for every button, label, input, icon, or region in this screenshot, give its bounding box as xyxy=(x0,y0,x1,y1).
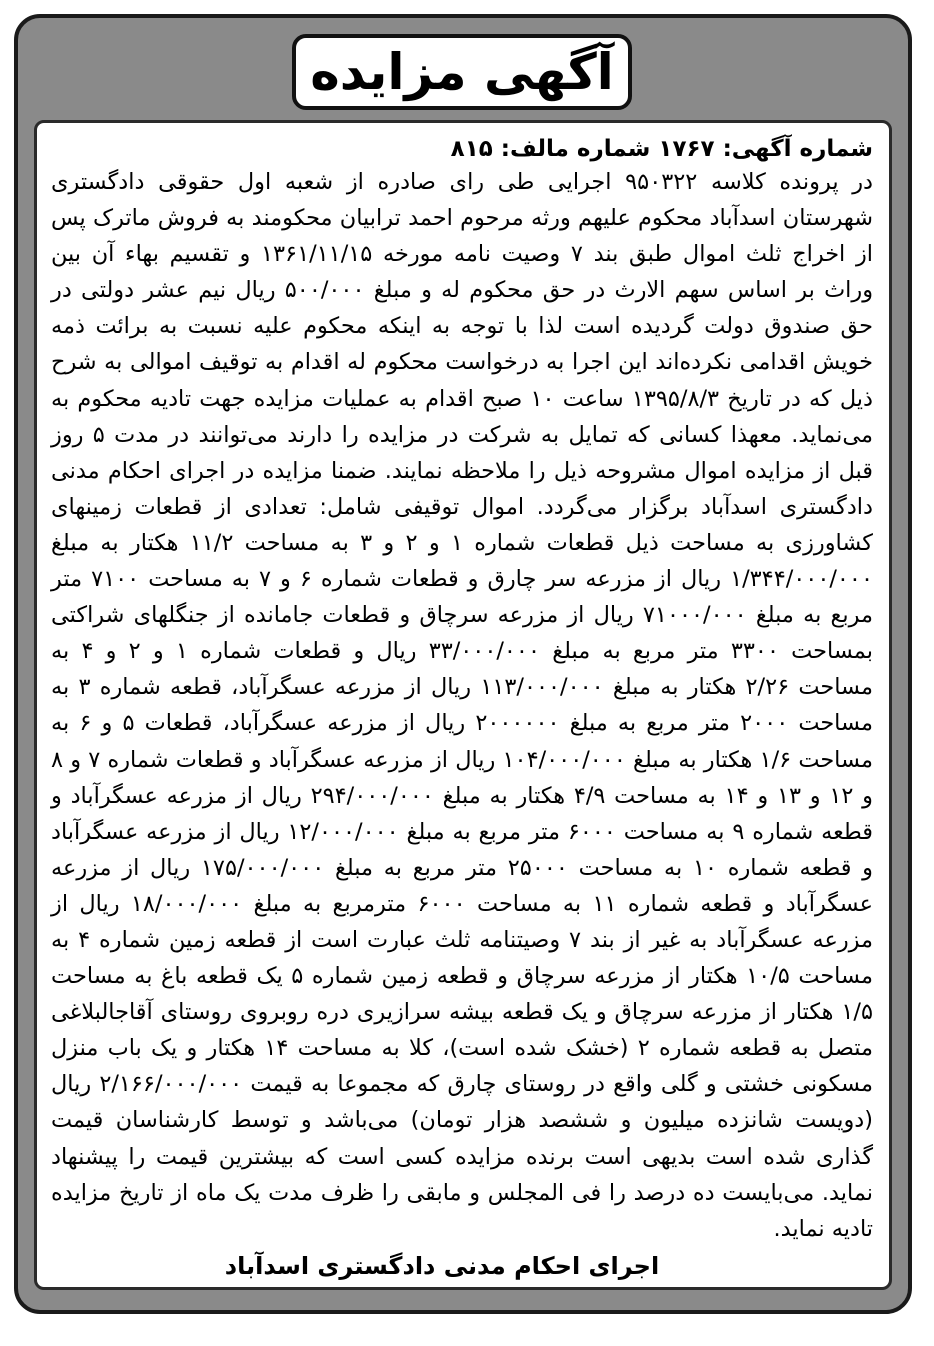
notice-signature: اجرای احکام مدنی دادگستری اسدآباد xyxy=(224,1251,660,1280)
notice-number: شماره آگهی: ۱۷۶۷ شماره مالف: ۸۱۵ xyxy=(450,136,873,162)
notice-content xyxy=(34,120,892,1290)
notice-title: آگهی مزایده xyxy=(310,43,614,101)
notice-frame xyxy=(14,14,912,1314)
title-box xyxy=(292,34,632,110)
notice-body: در پرونده کلاسه ۹۵۰۳۲۲ اجرایی طی رای صادره از شعبه اول حقوقی دادگستری شهرستان اسدآباد محکوم علیهم ورثه مرحوم احمد ترابیان محکومند به فروش ماترک پس از اخراج ثلث اموال طبق بند ۷ وصیت نامه مورخه ۱۳۶۱/۱۱/۱۵ و تقسیم بهاء آن بین وراث بر اساس سهم الارث در حق محکوم له و مبلغ ۵۰۰/۰۰۰ ریال نیم عشر دولتی در حق صندوق دولت گردیده است لذا با توجه به اینکه محکوم علیه نسبت به برائت ذمه خویش اقدامی نکرده‌اند این اجرا به درخواست محکوم له اقدام به توقیف اموالی به شرح ذیل که در تاریخ ۱۳۹۵/۸/۳ ساعت ۱۰ صبح اقدام به عملیات مزایده جهت تادیه محکوم به می‌نماید. معهذا کسانی که تمایل به شرکت در مزایده را دارند می‌توانند در مدت ۵ روز قبل از مزایده اموال مشروحه ذیل را ملاحظه نمایند. ضمنا مزایده در اجرای احکام مدنی دادگستری اسدآباد برگزار می‌گردد. اموال توقیفی شامل: تعدادی از قطعات زمینهای کشاورزی به مساحت ذیل قطعات شماره ۱ و ۲ و ۳ به مساحت ۱۱/۲ هکتار به مبلغ ۱/۳۴۴/۰۰۰/۰۰۰ ریال از مزرعه سر چارق و قطعات شماره ۶ و ۷ به مساحت ۷۱۰۰ متر مربع به مبلغ ۷۱۰۰۰/۰۰۰ ریال از مزرعه سرچاق و قطعات جامانده از جنگلهای شراکتی بمساحت ۳۳۰۰ متر مربع به مبلغ ۳۳/۰۰۰/۰۰۰ ریال و قطعات شماره ۱ و ۲ و ۴ به مساحت ۲/۲۶ هکتار به مبلغ ۱۱۳/۰۰۰/۰۰۰ ریال از مزرعه عسگرآباد، قطعه شماره ۳ به مساحت ۲۰۰۰ متر مربع به مبلغ ۲۰۰۰۰۰۰ ریال از مزرعه عسگرآباد، قطعات ۵ و ۶ به مساحت ۱/۶ هکتار به مبلغ ۱۰۴/۰۰۰/۰۰۰ ریال از مزرعه عسگرآباد و قطعات شماره ۷ و ۸ و ۱۲ و ۱۳ و ۱۴ به مساحت ۴/۹ هکتار به مبلغ ۲۹۴/۰۰۰/۰۰۰ ریال از مزرعه عسگرآباد و قطعه شماره ۹ به مساحت ۶۰۰۰ متر مربع به مبلغ ۱۲/۰۰۰/۰۰۰ ریال از مزرعه عسگرآباد و قطعه شماره ۱۰ به مساحت ۲۵۰۰۰ متر مربع به مبلغ ۱۷۵/۰۰۰/۰۰۰ ریال از مزرعه عسگرآباد و قطعه شماره ۱۱ به مساحت ۶۰۰۰ مترمربع به مبلغ ۱۸/۰۰۰/۰۰۰ ریال از مزرعه عسگرآباد به غیر از بند ۷ وصیتنامه ثلث عبارت است از قطعه زمین شماره ۴ به مساحت ۱۰/۵ هکتار از مزرعه سرچاق و قطعه زمین شماره ۵ یک قطعه باغ به مساحت ۱/۵ هکتار از مزرعه سرچاق و یک قطعه بیشه سرازیری دره روبروی روستای آقاجالبلاغی متصل به قطعه شماره ۲ (خشک شده است)، کلا به مساحت ۱۴ هکتار و یک باب منزل مسکونی خشتی و گلی واقع در روستای چارق که مجموعا به قیمت ۲/۱۶۶/۰۰۰/۰۰۰ ریال (دویست شانزده میلیون و ششصد هزار تومان) می‌باشد و توسط کارشناسان قیمت گذاری شده است بدیهی است برنده مزایده کسی است که بیشترین قیمت را پیشنهاد نماید. می‌بایست ده درصد را فی المجلس و مابقی را ظرف مدت یک ماه از تاریخ مزایده تادیه نماید. xyxy=(51,169,874,1242)
